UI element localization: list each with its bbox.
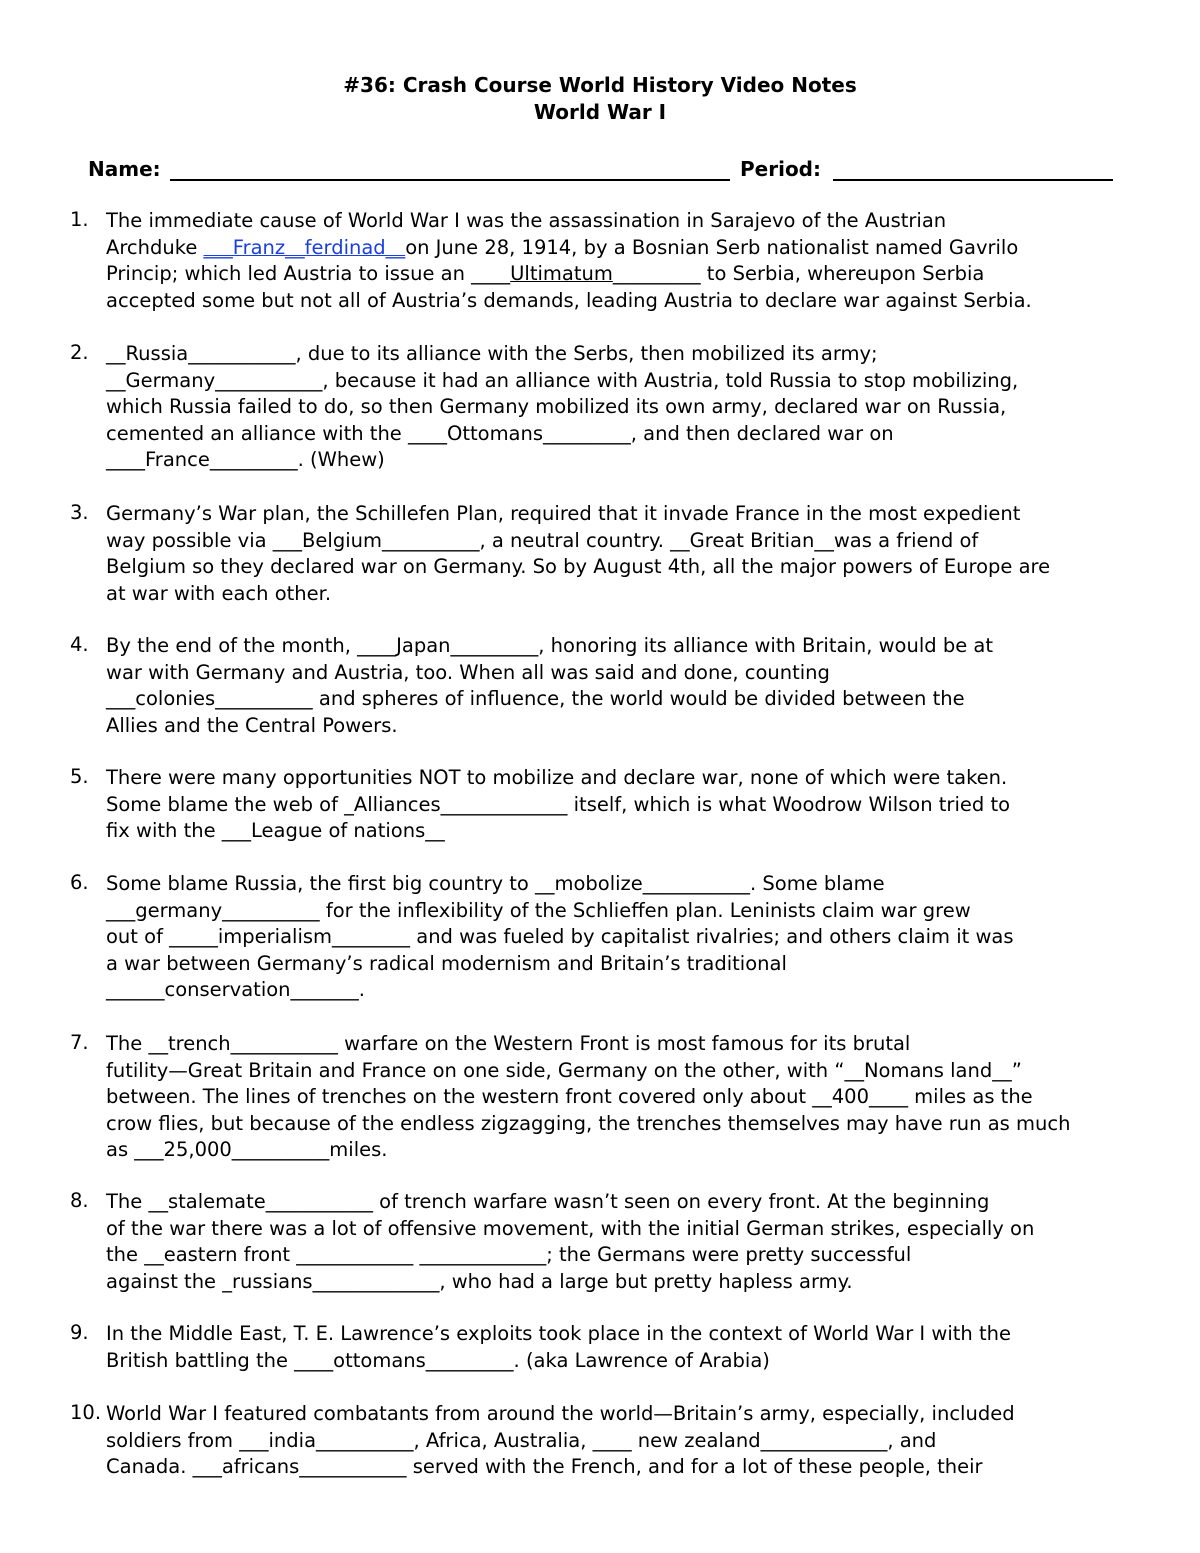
text-segment: Archduke bbox=[106, 235, 204, 259]
period-blank-line[interactable] bbox=[833, 179, 1113, 181]
question-line: way possible via ___Belgium__________, a neutral country. __Great Britian__was a friend of bbox=[106, 528, 979, 552]
question-text bbox=[106, 1321, 1140, 1374]
question-line: between. The lines of trenches on the western front covered only about __400____ miles as the bbox=[106, 1085, 1033, 1109]
question-line: British battling the ____ottomans_________. (aka Lawrence of Arabia) bbox=[106, 1348, 770, 1372]
question-line: futility—Great Britain and France on one side, Germany on the other, with “__Nomans land__” bbox=[106, 1058, 1022, 1082]
name-label: Name: bbox=[88, 157, 161, 181]
question-line: out of _____imperialism________ and was fueled by capitalist rivalries; and others claim it was bbox=[106, 925, 1014, 949]
question-line: The __stalemate___________ of trench warfare wasn’t seen on every front. At the beginning bbox=[106, 1190, 990, 1213]
question-line: war with Germany and Austria, too. When all was said and done, counting bbox=[106, 660, 830, 684]
question-line: which Russia failed to do, so then Germany mobilized its own army, declared war on Russia, bbox=[106, 395, 1007, 419]
question-number: 3. bbox=[70, 501, 89, 524]
question-line bbox=[106, 235, 1140, 262]
question-line: Some blame Russia, the first big country to __mobolize___________. Some blame bbox=[106, 872, 885, 895]
period-label: Period: bbox=[740, 157, 821, 181]
question-line: Canada. ___africans___________ served with the French, and for a lot of these people, their bbox=[106, 1455, 983, 1479]
question-line: fix with the ___League of nations__ bbox=[106, 819, 445, 843]
name-period-row bbox=[88, 157, 1118, 185]
question-line: ______conservation_______. bbox=[106, 978, 365, 1002]
question-line: The __trench___________ warfare on the Western Front is most famous for its brutal bbox=[106, 1032, 911, 1055]
question-line: In the Middle East, T. E. Lawrence’s exploits took place in the context of World War I with the bbox=[106, 1322, 1011, 1345]
answer-franz-ferdinand: ___Franz__ferdinad__ bbox=[203, 235, 406, 259]
question-line: ___germany__________ for the inflexibility of the Schlieffen plan. Leninists claim war grew bbox=[106, 898, 971, 922]
question-line: at war with each other. bbox=[106, 581, 332, 605]
question-number: 9. bbox=[70, 1321, 89, 1344]
question-line: cemented an alliance with the ____Ottomans_________, and then declared war on bbox=[106, 421, 894, 445]
question-line: __Germany___________, because it had an alliance with Austria, told Russia to stop mobilizing, bbox=[106, 368, 1019, 392]
question-number: 2. bbox=[70, 341, 89, 364]
question-text bbox=[106, 341, 1140, 474]
question-text bbox=[106, 208, 1140, 314]
question-line: soldiers from ___india__________, Africa, Australia, ____ new zealand_____________, and bbox=[106, 1428, 937, 1452]
question-line: Germany’s War plan, the Schillefen Plan, required that it invade France in the most expedient bbox=[106, 502, 1021, 525]
question-number: 7. bbox=[70, 1031, 89, 1054]
name-blank-line[interactable] bbox=[170, 179, 730, 181]
question-line: against the _russians_____________, who had a large but pretty hapless army. bbox=[106, 1269, 853, 1293]
question-line: Some blame the web of _Alliances_____________ itself, which is what Woodrow Wilson tried to bbox=[106, 792, 1011, 816]
question-line: By the end of the month, ____Japan_________, honoring its alliance with Britain, would be at bbox=[106, 634, 994, 657]
worksheet-subtitle: World War I bbox=[533, 100, 667, 124]
question-line: Belgium so they declared war on Germany. So by August 4th, all the major powers of Europe are bbox=[106, 555, 1051, 579]
question-line bbox=[106, 261, 1140, 288]
question-number: 8. bbox=[70, 1189, 89, 1212]
answer-ultimatum: Ultimatum bbox=[510, 262, 613, 286]
text-segment: _________ to Serbia, whereupon Serbia bbox=[612, 262, 985, 286]
question-line: __Russia___________, due to its alliance with the Serbs, then mobilized its army; bbox=[106, 342, 878, 365]
question-text bbox=[106, 1401, 1140, 1481]
question-text bbox=[106, 1031, 1140, 1164]
question-text bbox=[106, 501, 1140, 607]
question-line: the __eastern front ____________ _____________; the Germans were pretty successful bbox=[106, 1243, 912, 1267]
question-text bbox=[106, 765, 1140, 845]
question-number: 5. bbox=[70, 765, 89, 788]
question-number: 4. bbox=[70, 633, 89, 656]
question-line: Allies and the Central Powers. bbox=[106, 713, 398, 737]
text-segment: on June 28, 1914, by a Bosnian Serb nationalist named Gavrilo bbox=[405, 235, 1019, 259]
question-text bbox=[106, 871, 1140, 1004]
question-line: crow flies, but because of the endless zigzagging, the trenches themselves may have run as much bbox=[106, 1111, 1071, 1135]
question-line: The immediate cause of World War I was the assassination in Sarajevo of the Austrian bbox=[106, 209, 947, 232]
question-line: as ___25,000__________miles. bbox=[106, 1138, 388, 1162]
question-line: of the war there was a lot of offensive movement, with the initial German strikes, especially on bbox=[106, 1216, 1035, 1240]
question-text bbox=[106, 633, 1140, 739]
question-number: 10. bbox=[70, 1401, 102, 1424]
question-line: World War I featured combatants from around the world—Britain’s army, especially, included bbox=[106, 1402, 1015, 1425]
question-line: There were many opportunities NOT to mobilize and declare war, none of which were taken. bbox=[106, 766, 1008, 789]
question-text bbox=[106, 1189, 1140, 1295]
question-line: ___colonies__________ and spheres of influence, the world would be divided between the bbox=[106, 687, 965, 711]
text-segment: Princip; which led Austria to issue an ____ bbox=[106, 262, 511, 286]
question-line: ____France_________. (Whew) bbox=[106, 448, 385, 472]
question-line: accepted some but not all of Austria’s demands, leading Austria to declare war against Serbia. bbox=[106, 288, 1032, 312]
question-line: a war between Germany’s radical modernism and Britain’s traditional bbox=[106, 951, 787, 975]
worksheet-title: #36: Crash Course World History Video Notes bbox=[343, 73, 857, 97]
question-number: 6. bbox=[70, 871, 89, 894]
question-number: 1. bbox=[70, 208, 89, 231]
